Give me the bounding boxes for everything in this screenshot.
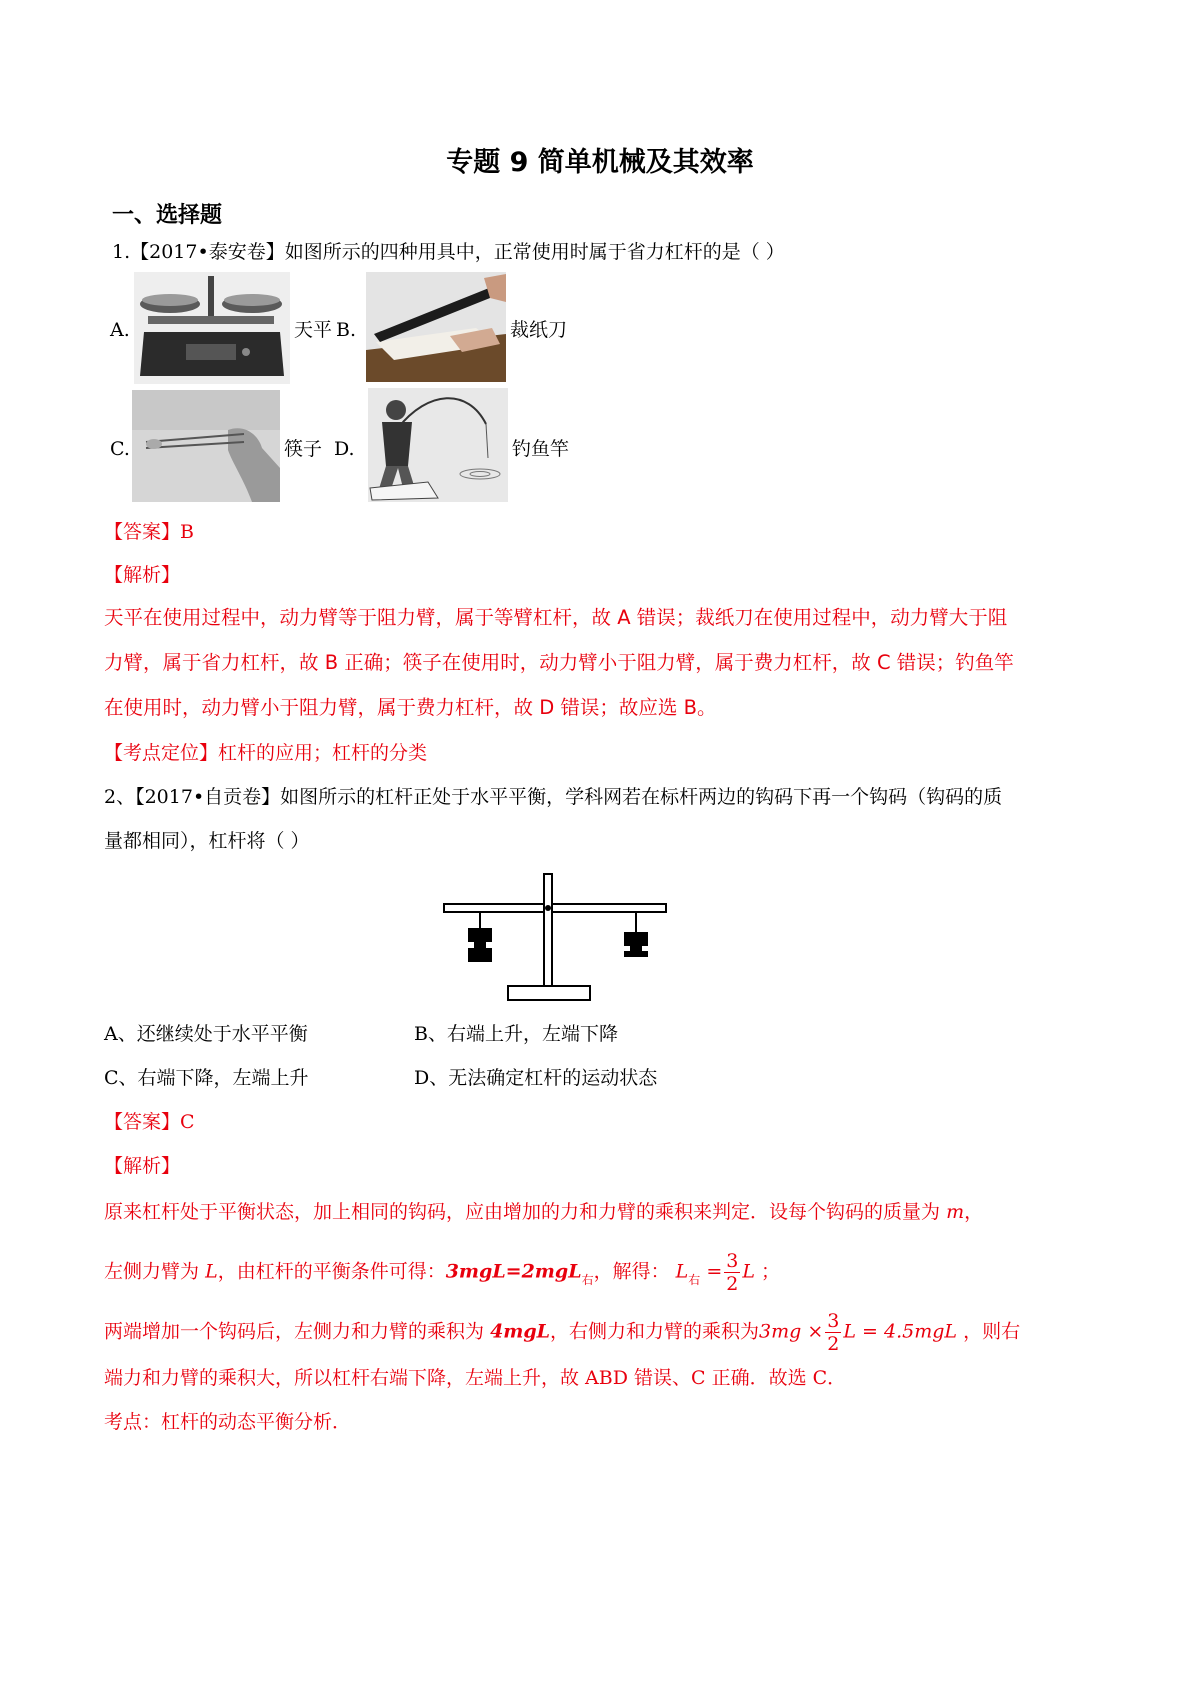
q1-option-b-letter: B. — [336, 319, 357, 341]
q2-fraction-1 — [724, 1250, 740, 1295]
q2-line3-f: ，则右 — [963, 1320, 1021, 1343]
q1-point: 【考点定位】杠杆的应用；杠杆的分类 — [104, 742, 428, 764]
q1-option-c-letter: C. — [110, 438, 130, 460]
q2-line1-end: ， — [964, 1201, 984, 1223]
q2-line1-text: 原来杠杆处于平衡状态，加上相同的钩码，应由增加的力和力臂的乘积来判定．设每个钩码的质量为 — [104, 1201, 941, 1223]
chopsticks-image — [132, 390, 280, 502]
fraction-numerator: 3 — [726, 1250, 739, 1272]
q2-line3-b: 4mgL — [490, 1320, 551, 1343]
q1-option-c-label: 筷子 — [284, 438, 323, 460]
q2-line3-a: 两端增加一个钩码后，左侧力和力臂的乘积为 — [104, 1320, 485, 1343]
q1-option-d-label: 钓鱼竿 — [512, 438, 570, 460]
q1-option-d-letter: D. — [334, 438, 355, 460]
q2-analysis-line-3 — [104, 1310, 1020, 1355]
fraction-denominator: 2 — [726, 1273, 739, 1295]
q2-line2-L2: L — [742, 1260, 755, 1283]
q2-option-c: C、右端下降，左端上升 — [104, 1067, 309, 1089]
q2-line2-a: 左侧力臂为 — [104, 1260, 200, 1283]
q2-option-a: A、还继续处于水平平衡 — [104, 1023, 308, 1045]
q2-line2-end: ； — [761, 1260, 781, 1283]
q2-stem-line-1: 2、【2017•自贡卷】如图所示的杠杆正处于水平平衡，学科网若在标杆两边的钩码下再一个钩码（钩码的质 — [104, 786, 1003, 808]
section-heading: 一、选择题 — [112, 203, 223, 228]
q2-option-b: B、右端上升，左端下降 — [414, 1023, 618, 1045]
q2-line2-eq1: 3mgL=2mgL — [445, 1260, 582, 1283]
q2-line2-L: L — [205, 1260, 218, 1283]
lever-diagram — [440, 872, 672, 1006]
q2-analysis-heading: 【解析】 — [104, 1155, 181, 1177]
q2-analysis-line-1 — [104, 1200, 983, 1224]
q1-analysis-line-3: 在使用时，动力臂小于阻力臂，属于费力杠杆，故 D 错误；故应选 B。 — [104, 696, 717, 719]
fishing-rod-image — [368, 388, 508, 502]
q1-analysis-line-2: 力臂，属于省力杠杆，故 B 正确；筷子在使用时，动力臂小于阻力臂，属于费力杠杆，故 C 错误；钓鱼竿 — [104, 651, 1014, 674]
page-title: 专题 9 简单机械及其效率 — [446, 147, 754, 178]
q2-line3-d: 3mg × — [759, 1320, 824, 1343]
q2-line2-c: ，解得： — [593, 1260, 670, 1283]
q1-answer: 【答案】B — [104, 521, 194, 543]
q1-stem: 1.【2017•泰安卷】如图所示的四种用具中，正常使用时属于省力杠杆的是（ ） — [112, 241, 785, 263]
q2-stem-line-2: 量都相同），杠杆将（ ） — [104, 830, 310, 852]
q2-option-d: D、无法确定杠杆的运动状态 — [414, 1067, 658, 1089]
q2-line2-eq: = — [706, 1260, 723, 1283]
q2-fraction-2 — [825, 1310, 841, 1355]
q2-line2-sub: 右 — [581, 1272, 594, 1287]
q2-line2-Lr: L — [675, 1260, 689, 1283]
q2-line3-c: ，右侧力和力臂的乘积为 — [550, 1320, 760, 1343]
q1-option-b-label: 裁纸刀 — [510, 319, 568, 341]
q1-option-a-letter: A. — [110, 319, 130, 341]
paper-cutter-image — [366, 272, 506, 382]
fraction-denominator-2: 2 — [827, 1333, 840, 1355]
balance-scale-image — [134, 272, 290, 384]
q2-answer: 【答案】C — [104, 1111, 195, 1133]
q2-line3-e: L = 4.5mgL — [843, 1320, 958, 1343]
q2-analysis-line-2 — [104, 1250, 780, 1295]
q2-analysis-line-4: 端力和力臂的乘积大，所以杠杆右端下降，左端上升，故 ABD 错误、C 正确．故选 C． — [104, 1367, 847, 1389]
q2-line1-m: m — [946, 1201, 965, 1223]
q2-line2-sub-2: 右 — [688, 1272, 701, 1287]
q1-analysis-line-1: 天平在使用过程中，动力臂等于阻力臂，属于等臂杠杆，故 A 错误；裁纸刀在使用过程中，动力臂大于阻 — [104, 606, 1008, 629]
q1-analysis-heading: 【解析】 — [104, 564, 181, 586]
q1-option-a-label: 天平 — [294, 319, 333, 341]
fraction-numerator-2: 3 — [827, 1310, 840, 1332]
q2-line2-b: ，由杠杆的平衡条件可得： — [217, 1260, 446, 1283]
q2-point: 考点：杠杆的动态平衡分析． — [104, 1411, 352, 1433]
